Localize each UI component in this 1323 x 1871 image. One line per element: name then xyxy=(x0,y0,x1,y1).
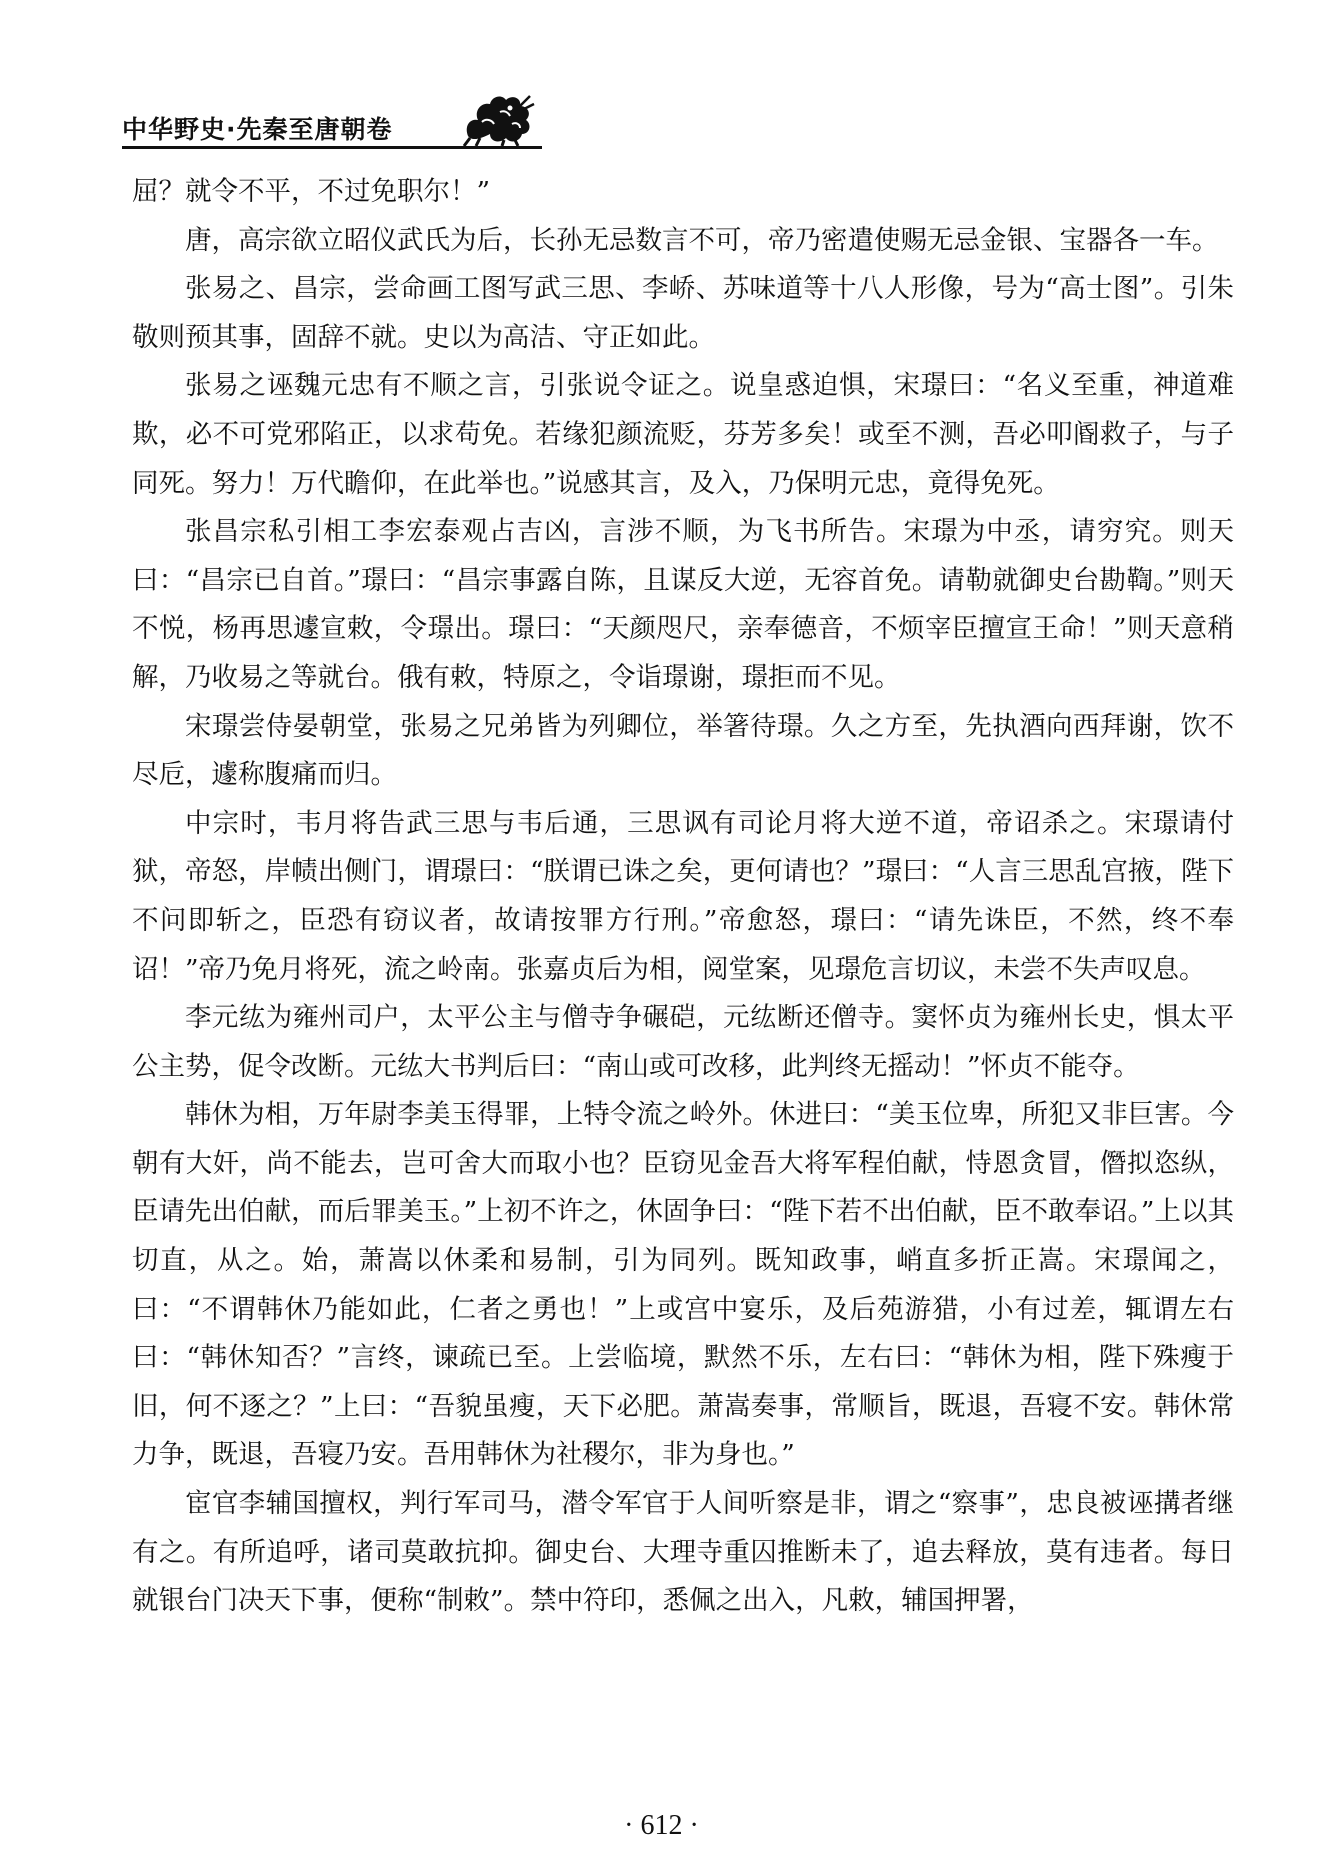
paragraph: 张易之诬魏元忠有不顺之言，引张说令证之。说皇惑迫惧，宋璟曰：“名义至重，神道难欺，必不可党邪陷正，以求苟免。若缘犯颜流贬，芬芳多矣！或至不测，吾必叩阍救子，与子同死。努力！万代瞻仰，在此举也。”说感其言，及入，乃保明元忠，竟得免死。 xyxy=(132,370,1234,499)
paragraph: 宋璟尝侍晏朝堂，张易之兄弟皆为列卿位，举箸待璟。久之方至，先执酒向西拜谢，饮不尽卮，遽称腹痛而归。 xyxy=(132,710,1234,791)
page-number: · 612 · xyxy=(624,1810,699,1841)
running-header xyxy=(122,88,542,150)
paragraph: 张易之、昌宗，尝命画工图写武三思、李峤、苏味道等十八人形像，号为“高士图”。引朱敬则预其事，固辞不就。史以为高洁、守正如此。 xyxy=(132,273,1234,353)
body-text xyxy=(132,168,1234,1626)
paragraph: 韩休为相，万年尉李美玉得罪，上特令流之岭外。休进曰：“美玉位卑，所犯又非巨害。今朝有大奸，尚不能去，岂可舍大而取小也？臣窃见金吾大将军程伯献，恃恩贪冒，僭拟恣纵，臣请先出伯献，而后罪美玉。”上初不许之，休固争曰：“陛下若不出伯献，臣不敢奉诏。”上以其切直，从之。始，萧嵩以休柔和易制，引为同列。既知政事，峭直多折正嵩。宋璟闻之，曰：“不谓韩休乃能如此，仁者之勇也！”上或宫中宴乐，及后苑游猎，小有过差，辄谓左右曰：“韩休知否？”言终，谏疏已至。上尝临境，默然不乐，左右曰：“韩休为相，陛下殊瘦于旧，何不逐之？”上曰：“吾貌虽瘦，天下必肥。萧嵩奏事，常顺旨，既退，吾寝不安。韩休常力争，既退，吾寝乃安。吾用韩休为社稷尔，非为身也。” xyxy=(132,1099,1234,1471)
paragraph: 屈？就令不平，不过免职尔！” xyxy=(132,176,491,207)
book-title: 中华野史·先秦至唐朝卷 xyxy=(122,115,393,144)
paragraph: 中宗时，韦月将告武三思与韦后通，三思讽有司论月将大逆不道，帝诏杀之。宋璟请付狱，帝怒，岸帻出侧门，谓璟曰：“朕谓已诛之矣，更何请也？”璟曰：“人言三思乱宫掖，陛下不问即斩之，臣恐有窃议者，故请按罪方行刑。”帝愈怒，璟曰：“请先诛臣，不然，终不奉诏！”帝乃免月将死，流之岭南。张嘉贞后为相，阅堂案，见璟危言切议，未尝不失声叹息。 xyxy=(132,807,1234,985)
paragraph: 张昌宗私引相工李宏泰观占吉凶，言涉不顺，为飞书所告。宋璟为中丞，请穷究。则天曰：“昌宗已自首。”璟曰：“昌宗事露自陈，且谋反大逆，无容首免。请勒就御史台勘鞫。”则天不悦，杨再思遽宣敕，令璟出。璟曰：“天颜咫尺，亲奉德音，不烦宰臣擅宣王命！”则天意稍解，乃收易之等就台。俄有敕，特原之，令诣璟谢，璟拒而不见。 xyxy=(132,516,1234,693)
header-rule xyxy=(122,146,542,149)
paragraph: 唐，高宗欲立昭仪武氏为后，长孙无忌数言不可，帝乃密遣使赐无忌金银、宝器各一车。 xyxy=(185,224,1219,256)
dragon-icon xyxy=(460,88,538,148)
paragraph: 李元纮为雍州司户，太平公主与僧寺争碾硙，元纮断还僧寺。窦怀贞为雍州长史，惧太平公主势，促令改断。元纮大书判后曰：“南山或可改移，此判终无摇动！”怀贞不能夺。 xyxy=(132,1002,1234,1082)
paragraph: 宦官李辅国擅权，判行军司马，潜令军官于人间听察是非，谓之“察事”，忠良被诬搆者继有之。有所追呼，诸司莫敢抗抑。御史台、大理寺重囚推断未了，追去释放，莫有违者。每日就银台门决天下事，便称“制敕”。禁中符印，悉佩之出入，凡敕，辅国押署， xyxy=(132,1488,1234,1617)
